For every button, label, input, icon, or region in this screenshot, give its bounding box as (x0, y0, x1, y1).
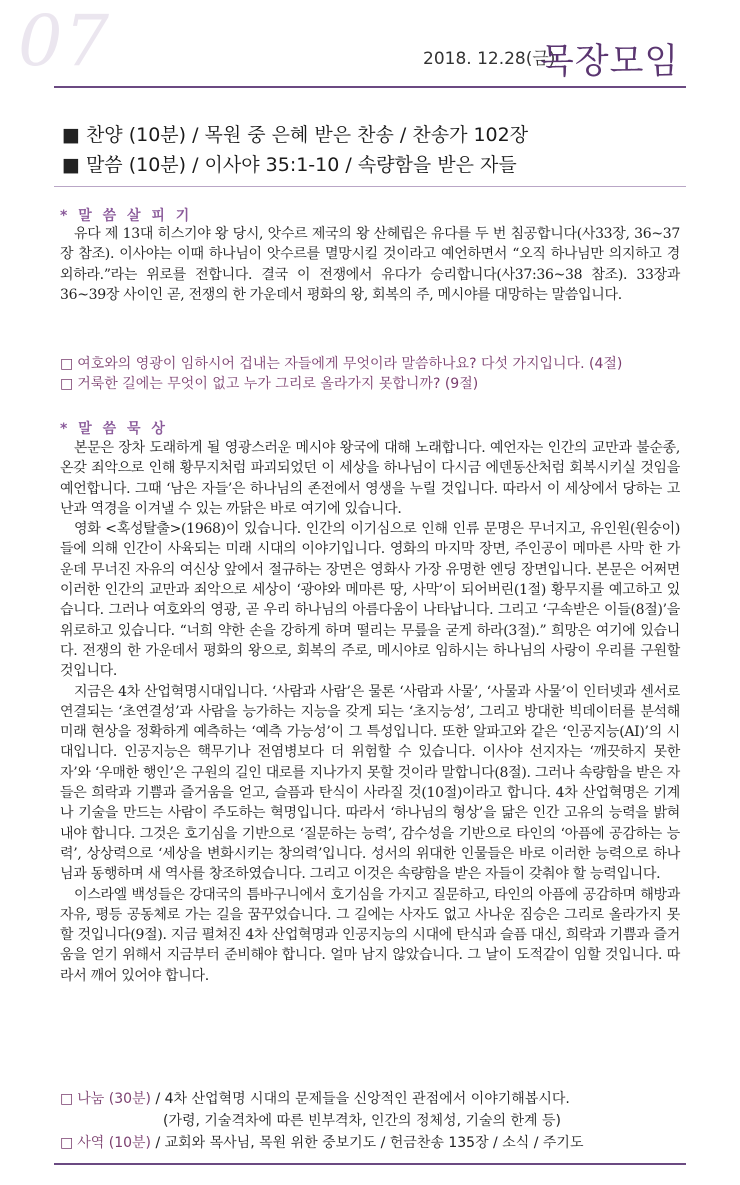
praise-line (62, 120, 528, 147)
filled-square-icon: ■ (62, 154, 80, 176)
meeting-date: 2018. 12.28(금) (423, 49, 556, 69)
meditate-paragraph-4: 이스라엘 백성들은 강대국의 틈바구니에서 호기심을 가지고 질문하고, 타인의 아픔에 공감하며 해방과 자유, 평등 공동체로 가는 길을 꿈꾸었습니다. 그 길에는 사자도 없고 사나운 짐승은 그리로 올라가지 못할 것입니다(9절). 지금 펼쳐진 4차 산업혁명과 인공지능의 시대에 탄식과 슬픔 대신, 희락과 기쁨과 즐거움을 얻기 위해서 지금부터 준비해야 합니다. 얼마 남지 않았습니다. 그 날이 도적같이 임할 것입니다. 따라서 깨어 있어야 합니다. (60, 886, 680, 984)
word-line (62, 150, 517, 177)
section-title-observe: * 말 씀 살 피 기 (60, 208, 193, 224)
header-divider (54, 186, 686, 187)
meditate-paragraph-3: 지금은 4차 산업혁명시대입니다. ‘사람과 사람’은 물론 ‘사람과 사물’, ‘사물과 사물’이 인터넷과 센서로 연결되는 ‘초연결성’과 사람을 능가하는 지능을 갖게 되는 ‘초지능성’, 그리고 방대한 빅데이터를 분석해 미래 현상을 정확하게 예측하는 ‘예측 가능성’이 그 특성입니다. 또한 알파고와 같은 ‘인공지능(AI)’의 시대입니다. 인공지능은 핵무기나 전염병보다 더 위험할 수 있습니다. 이사야 선지자는 ‘깨끗하지 못한 자’와 ‘우매한 행인’은 구원의 길인 대로를 지나가지 못할 것이라 말합니다(8절). 그러나 속량함을 받은 자들은 희락과 기쁨과 즐거움을 얻고, 슬픔과 탄식이 사라질 것(10절)이라고 합니다. 4차 산업혁명은 기계나 기술을 만드는 사람이 주도하는 혁명입니다. 따라서 ‘하나님의 형상’을 닮은 인간 고유의 능력을 밝혀내야 합니다. 그것은 호기심을 기반으로 ‘질문하는 능력’, 감수성을 기반으로 타인의 ‘아픔에 공감하는 능력’, 상상력으로 ‘세상을 변화시키는 창의력’입니다. 성서의 위대한 인물들은 바로 이러한 능력으로 하나님과 동행하며 새 역사를 창조하였습니다. 그리고 이것은 속량함을 받은 자들이 갖춰야 할 능력입니다. (60, 683, 680, 883)
empty-square-icon: □ (60, 356, 74, 372)
praise-text: 찬양 (10분) / 목원 중 은혜 받은 찬송 / 찬송가 102장 (85, 124, 529, 146)
page-number: 07 (18, 0, 112, 82)
filled-square-icon: ■ (62, 124, 80, 146)
bottom-divider (54, 1163, 686, 1165)
meditate-paragraph-1: 본문은 장차 도래하게 될 영광스러운 메시야 왕국에 대해 노래합니다. 예언자는 인간의 교만과 불순종, 온갖 죄악으로 인해 황무지처럼 파괴되었던 이 세상을 하나님이 다시금 에덴동산처럼 회복시키실 것임을 예언합니다. 그때 ‘남은 자들’은 하나님의 존전에서 영생을 누릴 것입니다. 따라서 이 세상에서 당하는 고난과 역경을 이겨낼 수 있는 까닭은 바로 여기에 있습니다. (60, 440, 680, 517)
question-2 (60, 373, 478, 393)
sharing-label: 나눔 (30분) (77, 1091, 151, 1107)
empty-square-icon: □ (60, 376, 74, 392)
meditate-paragraph-2: 영화 <혹성탈출>(1968)이 있습니다. 인간의 이기심으로 인해 인류 문명은 무너지고, 유인원(원숭이)들에 의해 인간이 사육되는 미래 시대의 이야기입니다. 영화의 마지막 장면, 주인공이 메마른 사막 한 가운데 무너진 자유의 여신상 앞에서 절규하는 장면은 영화사 가장 유명한 엔딩 장면입니다. 본문은 어쩌면 이러한 인간의 교만과 죄악으로 세상이 ‘광야와 메마른 땅, 사막’이 되어버린(1절) 황무지를 예고하고 있습니다. 그러나 여호와의 영광, 곧 우리 하나님의 아름다움이 나타납니다. 그리고 ‘구속받은 이들(8절)’을 위로하고 있습니다. “너희 약한 손을 강하게 하며 떨리는 무릎을 굳게 하라(3절).” 희망은 여기에 있습니다. 전쟁의 한 가운데서 평화의 왕으로, 회복의 주로, 메시야로 임하시는 하나님의 사랑이 우리를 구원할 것입니다. (60, 521, 680, 680)
top-divider (54, 86, 686, 88)
ministry-line (60, 1132, 583, 1152)
section-title-meditate: * 말 씀 묵 상 (60, 421, 168, 437)
meditate-body (60, 438, 680, 986)
word-text: 말씀 (10분) / 이사야 35:1-10 / 속량함을 받은 자들 (85, 154, 517, 176)
observe-paragraph: 유다 제 13대 히스기야 왕 당시, 앗수르 제국의 왕 산헤립은 유다를 두 번 침공합니다(사33장, 36~37장 참조). 이사야는 이때 하나님이 앗수르를 멸망시킬 것이라고 예언하면서 “오직 하나님만 의지하고 경외하라.”라는 위로를 전합니다. 결국 이 전쟁에서 유다가 승리합니다(사37:36~38 참조). 33장과 36~39장 사이인 곧, 전쟁의 한 가운데서 평화의 왕, 회복의 주, 메시야를 대망하는 말씀입니다. (60, 226, 680, 303)
page-title: 목장모임 (540, 42, 680, 82)
empty-square-icon: □ (60, 1135, 74, 1151)
ministry-text: / 교회와 목사님, 목원 위한 중보기도 / 헌금찬송 135장 / 소식 / 주기도 (151, 1135, 584, 1151)
sharing-text: / 4차 산업혁명 시대의 문제들을 신앙적인 관점에서 이야기해봅시다. (151, 1091, 570, 1107)
empty-square-icon: □ (60, 1091, 74, 1107)
question-text: 거룩한 길에는 무엇이 없고 누가 그리로 올라가지 못합니까? (9절) (77, 376, 479, 392)
question-1 (60, 353, 622, 373)
observe-body (60, 224, 680, 305)
sharing-sub-line: (가령, 기술격차에 따른 빈부격차, 인간의 정체성, 기술의 한계 등) (163, 1113, 561, 1129)
ministry-label: 사역 (10분) (77, 1135, 151, 1151)
question-text: 여호와의 영광이 임하시어 겁내는 자들에게 무엇이라 말씀하나요? 다섯 가지입니다. (4절) (77, 356, 623, 372)
sharing-line (60, 1088, 570, 1108)
